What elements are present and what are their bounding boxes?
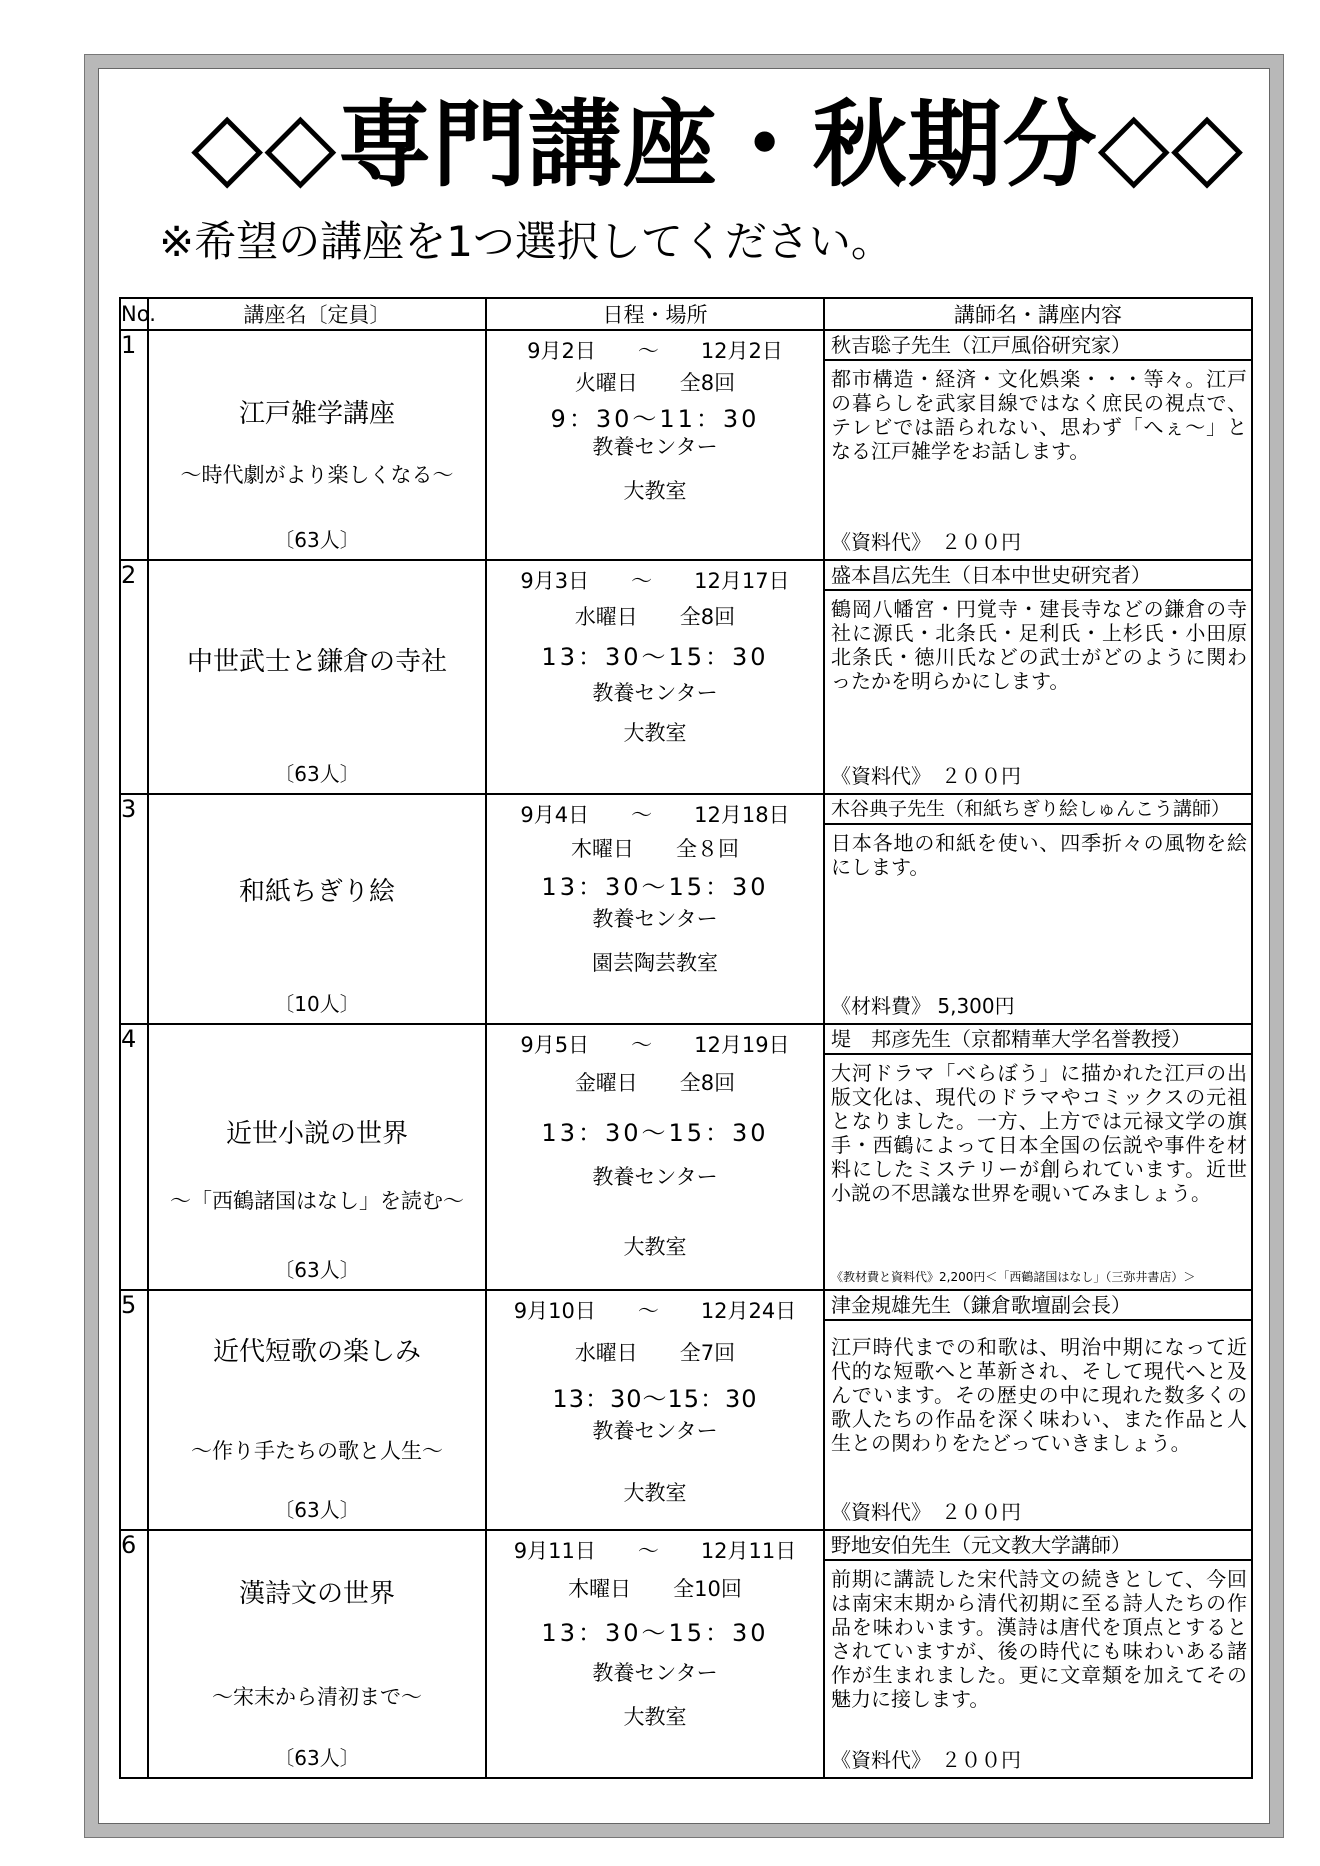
schedule-cell xyxy=(486,794,824,1024)
course-table xyxy=(119,297,1253,1779)
course-fee: 《資料代》 ２００円 xyxy=(831,1748,1021,1772)
course-time: 13：30〜15：30 xyxy=(552,1385,758,1413)
course-dates: 9月3日 〜 12月17日 xyxy=(520,569,790,593)
course-dates: 9月10日 〜 12月24日 xyxy=(513,1299,797,1323)
course-subtitle: 〜宋末から清初まで〜 xyxy=(212,1685,422,1709)
course-venue: 教養センター xyxy=(592,1165,718,1189)
course-capacity: 〔63人〕 xyxy=(274,1258,360,1282)
page-title: ◇◇専門講座・秋期分◇◇ xyxy=(191,91,1245,200)
course-days: 金曜日 全8回 xyxy=(574,1071,736,1095)
instructor-name: 木谷典子先生（和紙ちぎり絵しゅんこう講師） xyxy=(825,795,1251,825)
course-room: 大教室 xyxy=(623,1481,687,1505)
course-capacity: 〔63人〕 xyxy=(274,1498,360,1522)
course-description: 江戸時代までの和歌は、明治中期になって近代的な短歌へと革新され、そして現代へと及んでいます。その歴史の中に現れた数多くの歌人たちの作品を深く味わい、また作品と人生との関わりをたどっていきましょう。 xyxy=(831,1335,1247,1455)
course-description: 日本各地の和紙を使い、四季折々の風物を絵にします。 xyxy=(831,831,1247,879)
schedule-cell xyxy=(486,1290,824,1530)
row-number: 3 xyxy=(120,794,148,1024)
course-name-cell xyxy=(148,330,486,560)
schedule-cell xyxy=(486,330,824,560)
course-fee: 《資料代》 ２００円 xyxy=(831,530,1021,554)
header-schedule: 日程・場所 xyxy=(486,298,824,330)
row-number: 2 xyxy=(120,560,148,794)
course-title: 近世小説の世界 xyxy=(225,1119,408,1149)
instructor-cell xyxy=(824,1530,1252,1778)
course-description: 前期に講読した宋代詩文の続きとして、今回は南宋末期から清代初期に至る詩人たちの作品を味わいます。漢詩は唐代を頂点とするとされていますが、後の時代にも味わいある諸作が生まれました。更に文章類を加えてその魅力に接します。 xyxy=(831,1567,1247,1711)
course-capacity: 〔63人〕 xyxy=(274,1746,360,1770)
course-venue: 教養センター xyxy=(592,1661,718,1685)
header-no: No. xyxy=(120,298,148,330)
course-subtitle: 〜作り手たちの歌と人生〜 xyxy=(191,1439,443,1463)
table-row xyxy=(120,1530,1252,1778)
course-venue: 教養センター xyxy=(592,681,718,705)
instructor-name: 津金規雄先生（鎌倉歌壇副会長） xyxy=(825,1291,1251,1321)
instructor-cell xyxy=(824,1024,1252,1290)
course-venue: 教養センター xyxy=(592,435,718,459)
course-time: 13：30〜15：30 xyxy=(541,643,769,671)
course-name-cell xyxy=(148,560,486,794)
course-name-cell xyxy=(148,1530,486,1778)
page-frame xyxy=(84,54,1284,1838)
course-dates: 9月2日 〜 12月2日 xyxy=(527,339,783,363)
course-room: 園芸陶芸教室 xyxy=(592,951,718,975)
course-subtitle: 〜時代劇がより楽しくなる〜 xyxy=(180,463,454,487)
schedule-cell xyxy=(486,560,824,794)
schedule-cell xyxy=(486,1530,824,1778)
instructor-name: 野地安伯先生（元文教大学講師） xyxy=(825,1531,1251,1561)
course-time: 13：30〜15：30 xyxy=(541,1119,769,1147)
course-fee: 《材料費》 5,300円 xyxy=(831,994,1015,1018)
course-fee: 《資料代》 ２００円 xyxy=(831,1500,1021,1524)
course-fee: 《資料代》 ２００円 xyxy=(831,764,1021,788)
course-dates: 9月4日 〜 12月18日 xyxy=(520,803,790,827)
row-number: 1 xyxy=(120,330,148,560)
course-title: 江戸雑学講座 xyxy=(238,399,395,429)
instructor-name: 盛本昌広先生（日本中世史研究者） xyxy=(825,561,1251,591)
instructor-cell xyxy=(824,330,1252,560)
row-number: 5 xyxy=(120,1290,148,1530)
header-course-name: 講座名〔定員〕 xyxy=(148,298,486,330)
course-title: 和紙ちぎり絵 xyxy=(238,877,395,907)
course-dates: 9月5日 〜 12月19日 xyxy=(520,1033,790,1057)
course-title: 中世武士と鎌倉の寺社 xyxy=(186,647,447,677)
course-days: 水曜日 全7回 xyxy=(574,1341,736,1365)
course-description: 大河ドラマ「べらぼう」に描かれた江戸の出版文化は、現代のドラマやコミックスの元祖となりました。一方、上方では元禄文学の旗手・西鶴によって日本全国の伝説や事件を材料にしたミステリーが創られています。近世小説の不思議な世界を覗いてみましょう。 xyxy=(831,1061,1247,1205)
course-fee: 《教材費と資料代》2,200円＜「西鶴諸国はなし」（三弥井書店）＞ xyxy=(831,1270,1196,1284)
course-days: 木曜日 全10回 xyxy=(568,1577,742,1601)
instructor-name: 堤 邦彦先生（京都精華大学名誉教授） xyxy=(825,1025,1251,1055)
course-capacity: 〔63人〕 xyxy=(274,762,360,786)
course-time: 13：30〜15：30 xyxy=(541,1619,769,1647)
course-days: 木曜日 全８回 xyxy=(571,837,739,861)
schedule-cell xyxy=(486,1024,824,1290)
page-subtitle: ※希望の講座を1つ選択してください。 xyxy=(159,217,893,266)
course-venue: 教養センター xyxy=(592,907,718,931)
course-dates: 9月11日 〜 12月11日 xyxy=(513,1539,797,1563)
course-name-cell xyxy=(148,794,486,1024)
course-title: 漢詩文の世界 xyxy=(238,1579,395,1609)
course-time: 13：30〜15：30 xyxy=(541,873,769,901)
row-number: 4 xyxy=(120,1024,148,1290)
course-description: 都市構造・経済・文化娯楽・・・等々。江戸の暮らしを武家目線ではなく庶民の視点で、テレビでは語られない、思わず「へぇ〜」となる江戸雑学をお話します。 xyxy=(831,367,1247,463)
instructor-cell xyxy=(824,560,1252,794)
table-row xyxy=(120,1024,1252,1290)
course-name-cell xyxy=(148,1290,486,1530)
page-inner-border xyxy=(98,68,1270,1824)
course-room: 大教室 xyxy=(623,721,687,745)
table-header-row xyxy=(120,298,1252,330)
course-time: 9：30〜11：30 xyxy=(550,405,760,433)
header-instructor: 講師名・講座内容 xyxy=(824,298,1252,330)
course-room: 大教室 xyxy=(623,1235,687,1259)
table-row xyxy=(120,794,1252,1024)
course-days: 水曜日 全8回 xyxy=(574,605,736,629)
course-days: 火曜日 全8回 xyxy=(574,371,736,395)
instructor-cell xyxy=(824,794,1252,1024)
row-number: 6 xyxy=(120,1530,148,1778)
course-capacity: 〔10人〕 xyxy=(274,992,360,1016)
course-subtitle: 〜「西鶴諸国はなし」を読む〜 xyxy=(170,1189,464,1213)
table-row xyxy=(120,1290,1252,1530)
course-name-cell xyxy=(148,1024,486,1290)
table-row xyxy=(120,560,1252,794)
table-row xyxy=(120,330,1252,560)
instructor-name: 秋吉聡子先生（江戸風俗研究家） xyxy=(825,331,1251,361)
course-capacity: 〔63人〕 xyxy=(274,528,360,552)
course-description: 鶴岡八幡宮・円覚寺・建長寺などの鎌倉の寺社に源氏・北条氏・足利氏・上杉氏・小田原北条氏・徳川氏などの武士がどのように関わったかを明らかにします。 xyxy=(831,597,1247,693)
course-room: 大教室 xyxy=(623,1705,687,1729)
course-room: 大教室 xyxy=(623,479,687,503)
instructor-cell xyxy=(824,1290,1252,1530)
course-title: 近代短歌の楽しみ xyxy=(212,1337,421,1367)
course-venue: 教養センター xyxy=(592,1419,718,1443)
